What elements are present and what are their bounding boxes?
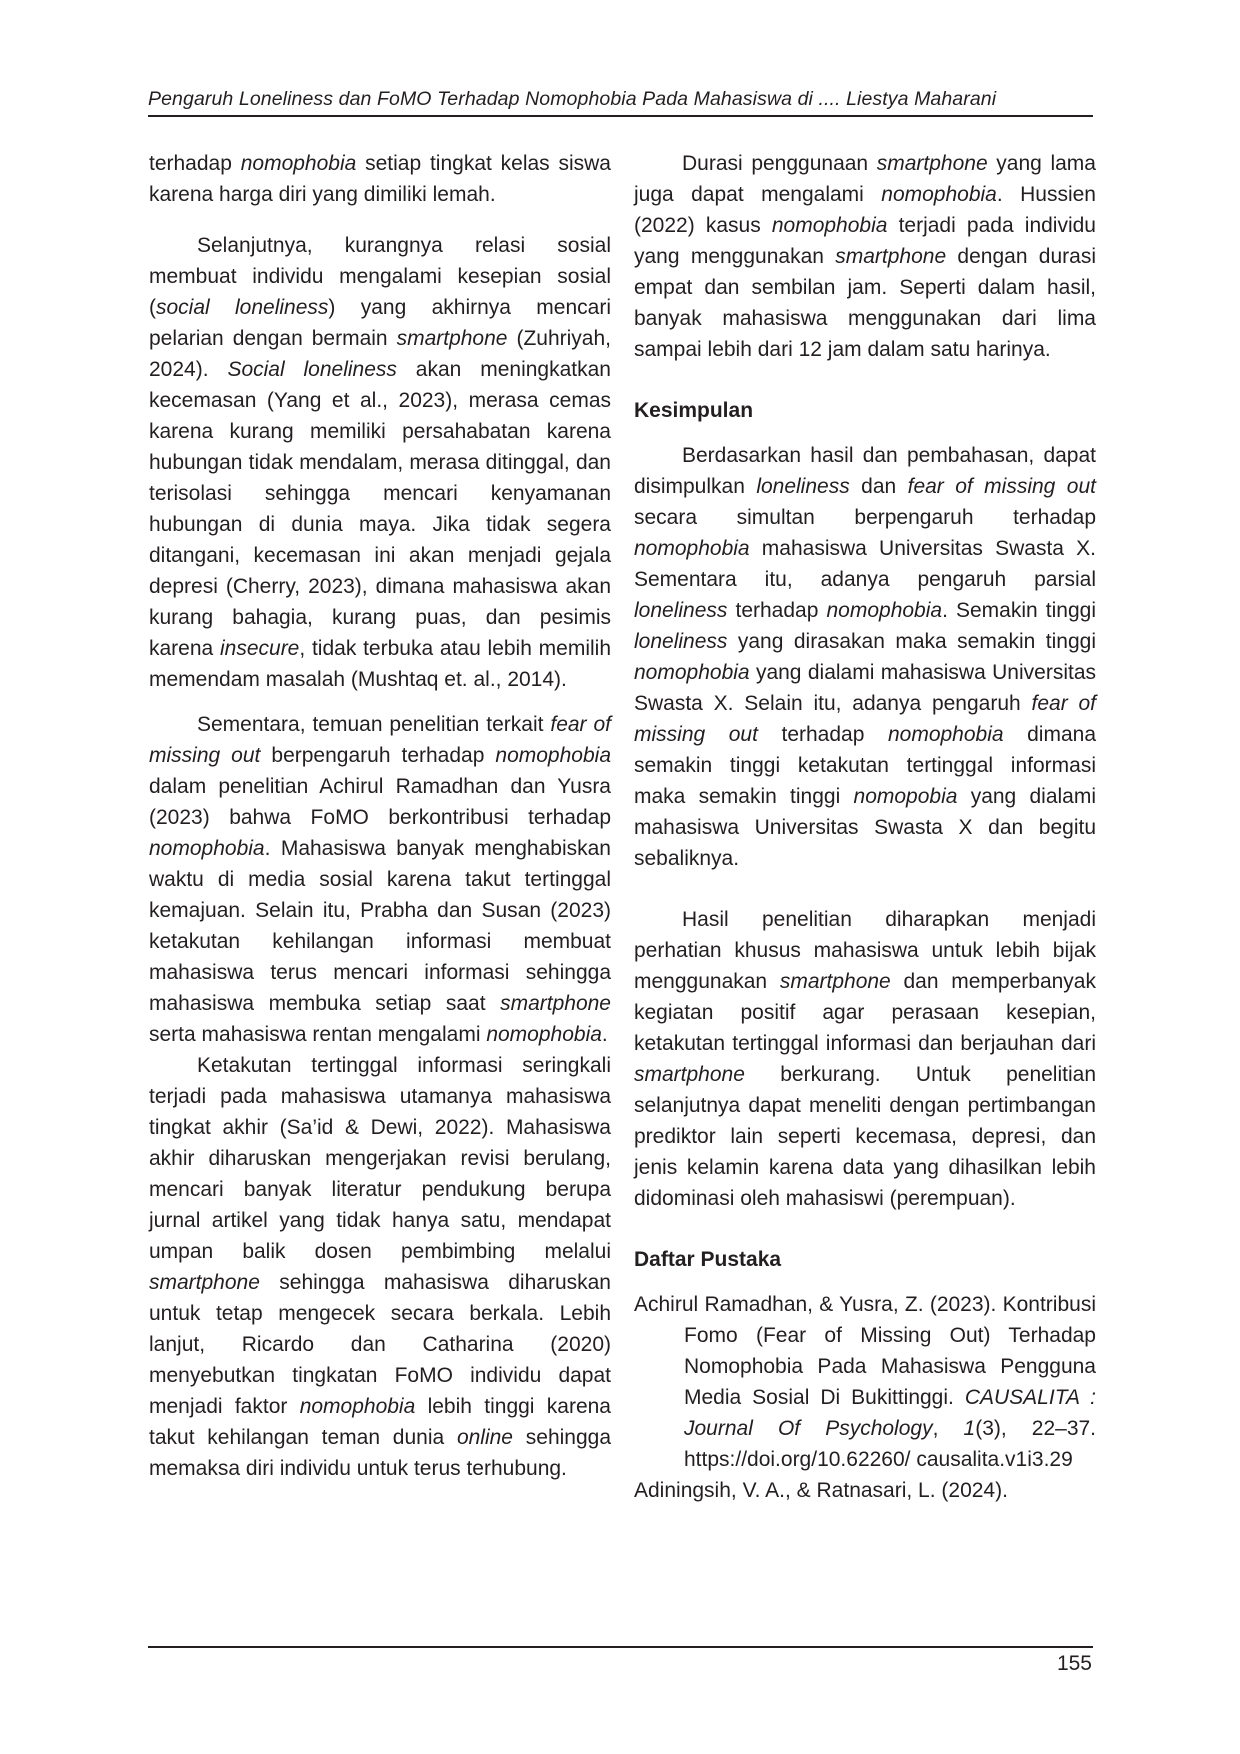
- paragraph: [149, 709, 611, 1050]
- text-run: Durasi penggunaan: [682, 152, 877, 175]
- text-run: serta mahasiswa rentan mengalami: [149, 1023, 487, 1046]
- italic-term: nomopobia: [853, 785, 958, 808]
- left-column: [149, 148, 611, 1484]
- paragraph: [634, 148, 1096, 365]
- text-run: dan: [849, 475, 908, 498]
- text-run: Sementara, temuan penelitian terkait: [197, 713, 551, 736]
- text-run: (3), 22–37. https://doi.org/10.62260/ causalita.v1i3.29: [684, 1417, 1097, 1471]
- text-run: dengan durasi empat dan sembilan jam. Seperti dalam hasil, banyak mahasiswa menggunakan dari lima sampai lebih dari 12 jam dalam satu harinya.: [634, 245, 1096, 361]
- italic-term: smartphone: [500, 992, 611, 1015]
- text-run: . Mahasiswa banyak menghabiskan waktu di media sosial karena takut tertinggal kemajuan. Selain itu, Prabha dan Susan (2023) ketakutan kehilangan informasi membuat mahasiswa terus mencari informasi sehingga mahasiswa membuka setiap saat: [149, 837, 611, 1015]
- text-run: yang lama juga dapat mengalami: [634, 152, 1096, 206]
- text-run: setiap tingkat kelas siswa karena harga diri yang dimiliki lemah.: [149, 152, 611, 206]
- italic-term: fear of missing out: [634, 692, 1096, 746]
- italic-term: CAUSALITA : Journal Of Psychology: [684, 1386, 1096, 1440]
- text-run: berpengaruh terhadap: [260, 744, 496, 767]
- italic-term: fear of missing out: [149, 713, 611, 767]
- italic-term: insecure: [219, 637, 300, 660]
- reference-entry: [634, 1289, 1096, 1475]
- text-run: sehingga mahasiswa diharuskan untuk tetap mengecek secara berkala. Lebih lanjut, Ricardo dan Catharina (2020) menyebutkan tingkatan FoMO individu dapat menjadi faktor: [149, 1271, 611, 1418]
- running-header-title: Pengaruh Loneliness dan FoMO Terhadap Nomophobia Pada Mahasiswa di .... Liestya Maharani: [148, 88, 997, 110]
- text-run: terjadi pada individu yang menggunakan: [634, 214, 1096, 268]
- text-run: terhadap: [757, 723, 888, 746]
- italic-term: Social loneliness: [227, 358, 397, 381]
- italic-term: nomophobia: [826, 599, 943, 622]
- italic-term: smartphone: [149, 1271, 260, 1294]
- italic-term: nomophobia: [881, 183, 997, 206]
- italic-term: smartphone: [876, 152, 988, 175]
- italic-term: smartphone: [835, 245, 947, 268]
- italic-term: nomophobia: [887, 723, 1004, 746]
- footer-divider: [148, 1646, 1093, 1648]
- text-run: Achirul Ramadhan, & Yusra, Z. (2023). Kontribusi Fomo (Fear of Missing Out) Terhadap Nomophobia Pada Mahasiswa Pengguna Media Sosial Di Bukittinggi.: [634, 1293, 1096, 1409]
- text-run: dalam penelitian Achirul Ramadhan dan Yusra (2023) bahwa FoMO berkontribusi terhadap: [149, 775, 611, 829]
- italic-term: smartphone: [634, 1063, 745, 1086]
- italic-term: nomophobia: [495, 744, 611, 767]
- paragraph: [149, 148, 611, 210]
- italic-term: nomophobia: [240, 152, 357, 175]
- italic-term: social loneliness: [156, 296, 329, 319]
- text-run: .: [601, 1023, 608, 1046]
- paragraph: [634, 904, 1096, 1214]
- paragraph: [634, 440, 1096, 874]
- italic-term: loneliness: [634, 630, 728, 653]
- italic-term: fear of missing out: [907, 475, 1096, 498]
- header-divider: [148, 115, 1093, 117]
- text-run: . Hussien (2022) kasus: [634, 183, 1096, 237]
- right-column: [634, 148, 1096, 1506]
- italic-term: smartphone: [396, 327, 508, 350]
- italic-term: nomophobia: [486, 1023, 602, 1046]
- text-run: terhadap: [727, 599, 827, 622]
- reference-list: [634, 1289, 1096, 1506]
- text-run: Berdasarkan hasil dan pembahasan, dapat disimpulkan: [634, 444, 1096, 498]
- text-run: yang dialami mahasiswa Universitas Swasta X dan begitu sebaliknya.: [634, 785, 1097, 870]
- text-run: lebih tinggi karena takut kehilangan teman dunia: [149, 1395, 611, 1449]
- text-run: akan meningkatkan kecemasan (Yang et al., 2023), merasa cemas karena kurang memiliki persahabatan karena hubungan tidak mendalam, merasa ditinggal, dan terisolasi sehingga mencari kenyamanan hubungan di dunia maya. Jika tidak segera ditangani, kecemasan ini akan menjadi gejala depresi (Cherry, 2023), dimana mahasiswa akan kurang bahagia, kurang puas, dan pesimis karena: [149, 358, 611, 660]
- paragraph: [149, 1050, 611, 1484]
- italic-term: online: [456, 1426, 513, 1449]
- section-heading-references: Daftar Pustaka: [634, 1248, 782, 1271]
- text-run: Hasil penelitian diharapkan menjadi perhatian khusus mahasiswa untuk lebih bijak menggunakan: [634, 908, 1096, 993]
- text-run: berkurang. Untuk penelitian selanjutnya dapat meneliti dengan pertimbangan prediktor lain seperti kecemasa, depresi, dan jenis kelamin karena data yang dihasilkan lebih didominasi oleh mahasiswi (perempuan).: [634, 1063, 1096, 1210]
- italic-term: loneliness: [756, 475, 850, 498]
- text-run: yang dirasakan maka semakin tinggi: [727, 630, 1096, 653]
- italic-term: nomophobia: [634, 661, 750, 684]
- page-number: 155: [1056, 1652, 1092, 1675]
- text-run: mahasiswa Universitas Swasta X. Sementara itu, adanya pengaruh parsial: [634, 537, 1096, 591]
- text-run: dan memperbanyak kegiatan positif agar perasaan kesepian, ketakutan tertinggal informasi dan berjauhan dari: [634, 970, 1096, 1055]
- italic-term: loneliness: [634, 599, 728, 622]
- text-run: . Semakin tinggi: [942, 599, 1096, 622]
- italic-term: nomophobia: [149, 837, 265, 860]
- italic-term: smartphone: [779, 970, 891, 993]
- italic-term: nomophobia: [771, 214, 888, 237]
- text-run: ,: [932, 1417, 964, 1440]
- text-run: Selanjutnya, kurangnya relasi sosial membuat individu mengalami kesepian sosial (: [149, 234, 611, 319]
- italic-term: nomophobia: [634, 537, 750, 560]
- section-heading-conclusion: Kesimpulan: [634, 399, 754, 422]
- text-run: dimana semakin tinggi ketakutan tertinggal informasi maka semakin tinggi: [634, 723, 1096, 808]
- text-run: yang dialami mahasiswa Universitas Swasta X. Selain itu, adanya pengaruh: [634, 661, 1096, 715]
- text-run: ) yang akhirnya mencari pelarian dengan bermain: [149, 296, 611, 350]
- text-run: sehingga memaksa diri individu untuk terus terhubung.: [149, 1426, 612, 1480]
- italic-term: 1: [963, 1417, 976, 1440]
- text-run: Ketakutan tertinggal informasi seringkali terjadi pada mahasiswa utamanya mahasiswa tingkat akhir (Sa’id & Dewi, 2022). Mahasiswa akhir diharuskan mengerjakan revisi berulang, mencari banyak literatur pendukung berupa jurnal artikel yang tidak hanya satu, mendapat umpan balik dosen pembimbing melalui: [149, 1054, 611, 1263]
- paragraph: [149, 230, 611, 695]
- text-run: terhadap: [149, 152, 241, 175]
- text-run: (Zuhriyah, 2024).: [149, 327, 611, 381]
- text-run: secara simultan berpengaruh terhadap: [634, 506, 1096, 529]
- italic-term: nomophobia: [299, 1395, 416, 1418]
- reference-entry: [634, 1475, 1096, 1506]
- text-run: , tidak terbuka atau lebih memilih memendam masalah (Mushtaq et. al., 2014).: [149, 637, 612, 691]
- text-run: Adiningsih, V. A., & Ratnasari, L. (2024).: [634, 1479, 1008, 1502]
